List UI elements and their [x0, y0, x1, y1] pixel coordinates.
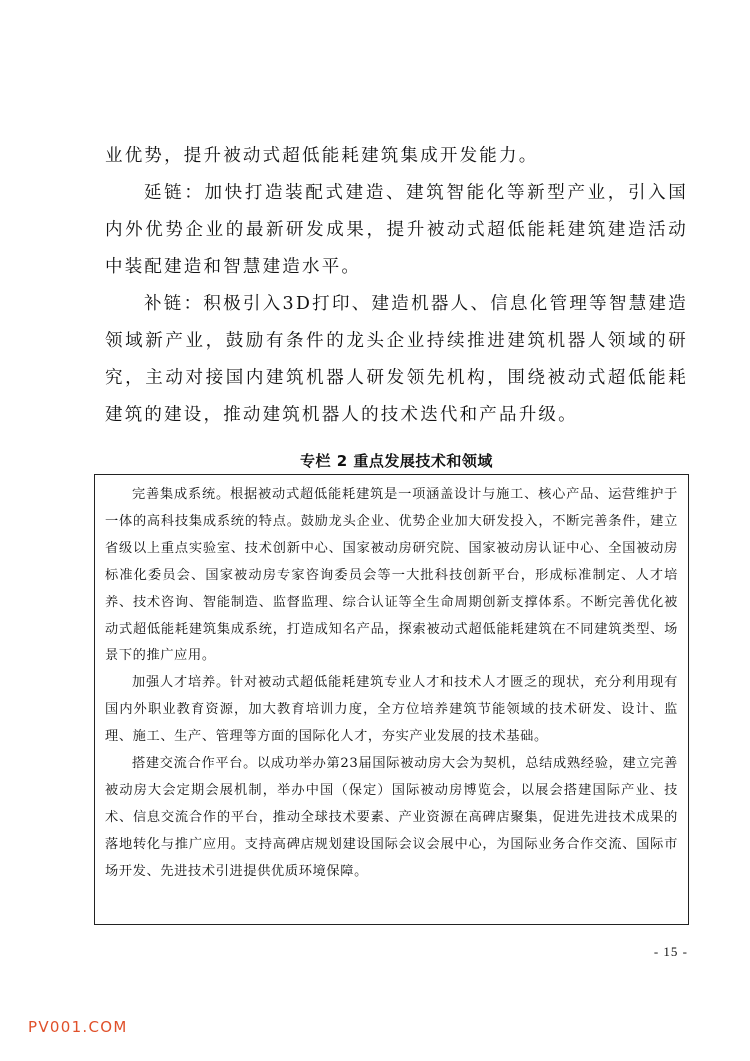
- body-paragraph-continuation: 业优势，提升被动式超低能耗建筑集成开发能力。: [105, 146, 539, 166]
- box-paragraph-integrated-system: 完善集成系统。根据被动式超低能耗建筑是一项涵盖设计与施工、核心产品、运营维护于一体的高科技集成系统的特点。鼓励龙头企业、优势企业加大研发投入，不断完善条件，建立省级以上重点实验室、技术创新中心、国家被动房研究院、国家被动房认证中心、全国被动房标准化委员会、国家被动房专家咨询委员会等一大批科技创新平台，形成标准制定、人才培养、技术咨询、智能制造、监督监理、综合认证等全生命周期创新支撑体系。不断完善优化被动式超低能耗建筑集成系统，打造成知名产品，探索被动式超低能耗建筑在不同建筑类型、场景下的推广应用。: [105, 487, 678, 664]
- special-box-title: 专栏 2 重点发展技术和领域: [300, 452, 493, 470]
- page-number: - 15 -: [653, 944, 688, 959]
- body-paragraph-extend-chain: 延链：加快打造装配式建造、建筑智能化等新型产业，引入国内外优势企业的最新研发成果，提升被动式超低能耗建筑建造活动中装配建造和智慧建造水平。: [105, 183, 688, 277]
- special-box: [94, 474, 689, 925]
- box-paragraph-exchange-platform: 搭建交流合作平台。以成功举办第23届国际被动房大会为契机，总结成熟经验，建立完善被动房大会定期会展机制，举办中国（保定）国际被动房博览会，以展会搭建国际产业、技术、信息交流合作的平台，推动全球技术要素、产业资源在高碑店聚集，促进先进技术成果的落地转化与推广应用。支持高碑店规划建设国际会议会展中心，为国际业务合作交流、国际市场开发、先进技术引进提供优质环境保障。: [105, 756, 678, 879]
- watermark-text: PV001.COM: [28, 1018, 128, 1036]
- body-paragraph-supplement-chain: 补链：积极引入3D打印、建造机器人、信息化管理等智慧建造领域新产业，鼓励有条件的龙头企业持续推进建筑机器人领域的研究，主动对接国内建筑机器人研发领先机构，围绕被动式超低能耗建筑的建设，推动建筑机器人的技术迭代和产品升级。: [105, 294, 688, 425]
- box-paragraph-talent-training: 加强人才培养。针对被动式超低能耗建筑专业人才和技术人才匮乏的现状，充分利用现有国内外职业教育资源，加大教育培训力度，全方位培养建筑节能领域的技术研发、设计、监理、施工、生产、管理等方面的国际化人才，夯实产业发展的技术基础。: [105, 675, 678, 745]
